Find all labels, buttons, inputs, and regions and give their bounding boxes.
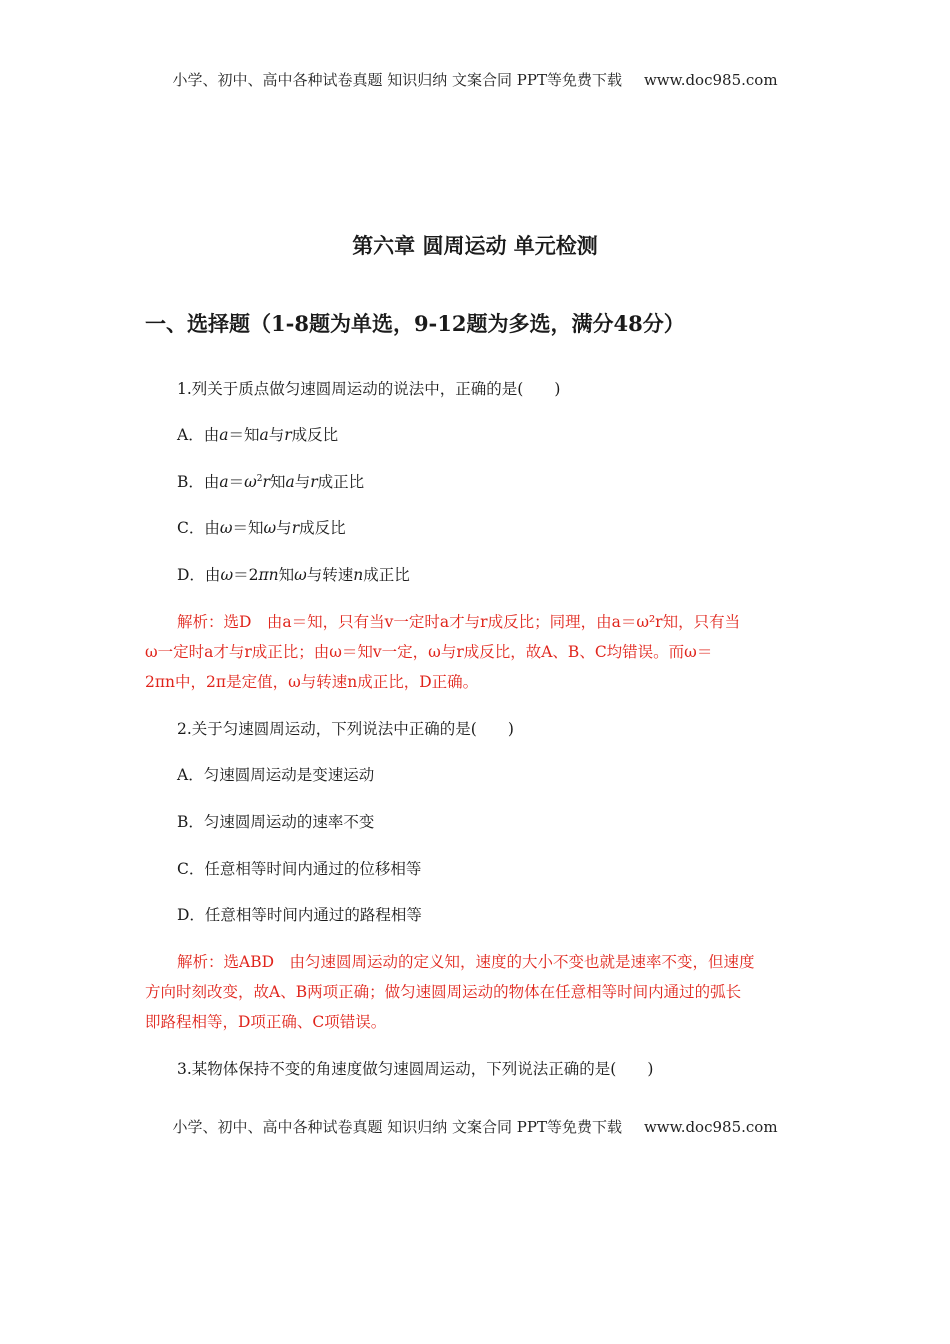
footer-site-link[interactable]: www.doc985.com	[643, 1118, 778, 1136]
q1-option-b: B．由$a=\omega^2r$知a与r成正比	[177, 473, 365, 491]
question-1-stem: 1.列关于质点做匀速圆周运动的说法中，正确的是( )	[177, 380, 561, 398]
footer-text: 小学、初中、高中各种试卷真题 知识归纳 文案合同 PPT等免费下载	[172, 1118, 622, 1136]
q1-option-a: A．由a＝知a与r成反比	[177, 426, 339, 444]
q1-explanation-line-3: 2πn中，2π是定值，ω与转速n成正比，D正确。	[145, 673, 479, 691]
q2-explanation-line-1: 解析：选ABD 由匀速圆周运动的定义知，速度的大小不变也就是速率不变，但速度	[177, 953, 755, 971]
q2-explanation-line-3: 即路程相等，D项正确、C项错误。	[145, 1013, 387, 1031]
header-text: 小学、初中、高中各种试卷真题 知识归纳 文案合同 PPT等免费下载	[172, 71, 622, 89]
question-3-stem: 3.某物体保持不变的角速度做匀速圆周运动，下列说法正确的是( )	[177, 1060, 654, 1078]
q2-option-d: D．任意相等时间内通过的路程相等	[177, 906, 422, 924]
q2-option-c: C．任意相等时间内通过的位移相等	[177, 860, 422, 878]
q2-option-a: A．匀速圆周运动是变速运动	[177, 766, 375, 784]
q2-explanation-line-2: 方向时刻改变，故A、B两项正确；做匀速圆周运动的物体在任意相等时间内通过的弧长	[145, 983, 742, 1001]
header-banner	[0, 69, 950, 90]
q1-option-d: D．由ω＝2πn知ω与转速n成正比	[177, 566, 410, 584]
question-2-stem: 2.关于匀速圆周运动，下列说法中正确的是( )	[177, 720, 514, 738]
q1-explanation-line-2: ω一定时a才与r成正比；由ω＝知v一定，ω与r成反比，故A、B、C均错误。而ω＝	[145, 643, 713, 661]
section-heading: 一、选择题（1-8题为单选，9-12题为多选，满分48分）	[145, 311, 685, 336]
q1-option-c: C．由ω＝知ω与r成反比	[177, 519, 346, 537]
page-title: 第六章 圆周运动 单元检测	[352, 233, 598, 258]
footer-banner	[0, 1116, 950, 1137]
q2-option-b: B．匀速圆周运动的速率不变	[177, 813, 375, 831]
header-site-link[interactable]: www.doc985.com	[643, 71, 778, 89]
q1-explanation-line-1: 解析：选D 由a＝知，只有当v一定时a才与r成反比；同理，由a＝ω²r知，只有当	[177, 613, 741, 631]
